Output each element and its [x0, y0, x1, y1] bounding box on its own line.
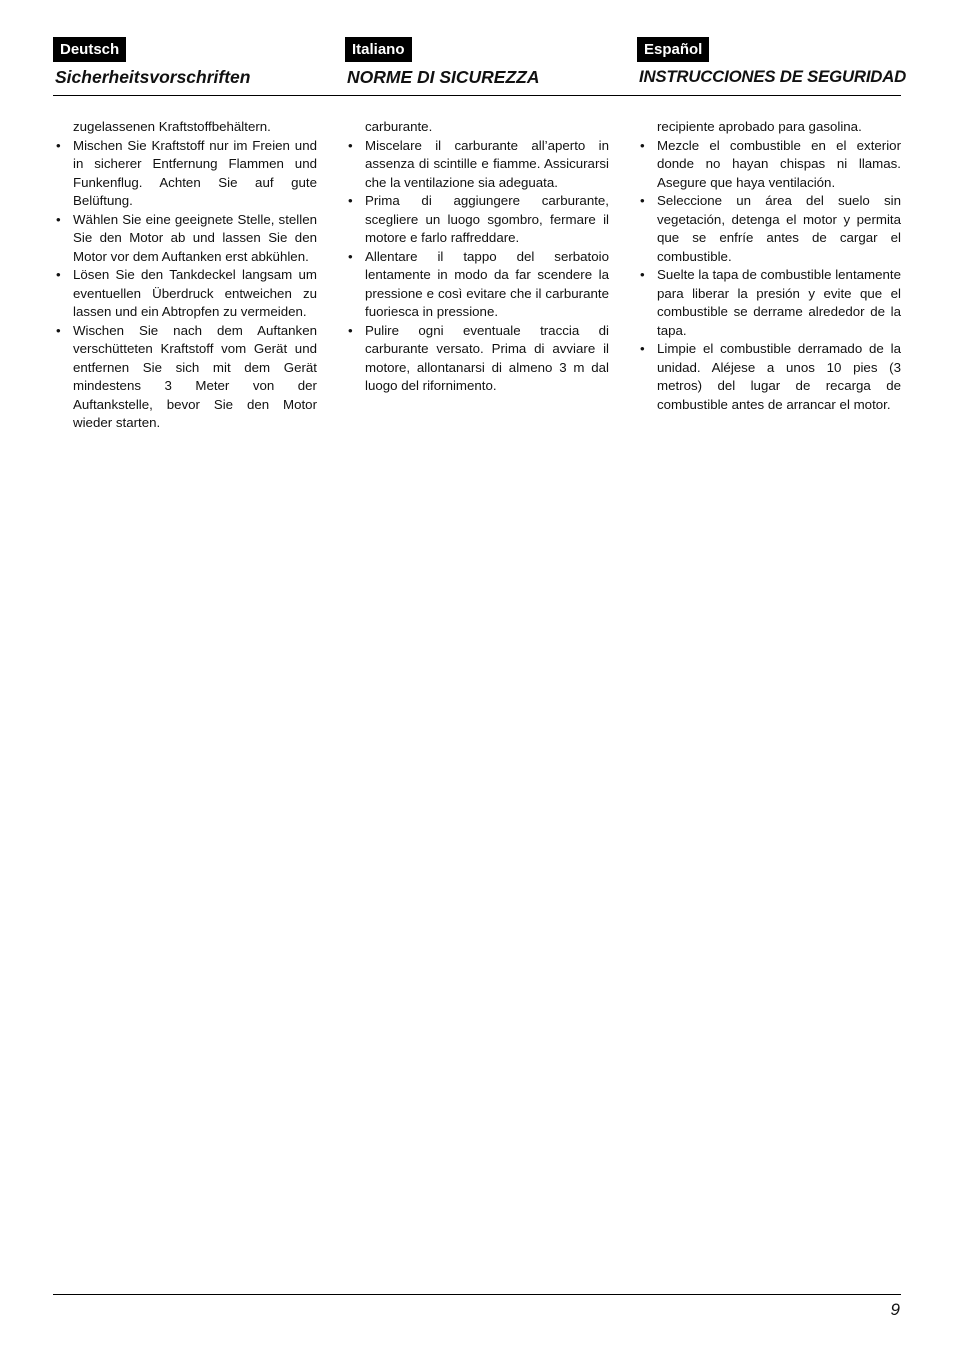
body-text-italiano — [345, 118, 609, 396]
continued-text: recipiente aprobado para gasolina. — [657, 119, 862, 134]
section-title-italiano: NORME DI SICUREZZA — [347, 67, 540, 87]
language-badge-deutsch: Deutsch — [53, 37, 126, 62]
bullet-icon: • — [56, 322, 61, 338]
list-item-text: Allentare il tappo del serbatoio lentamente in modo da far scendere la pressione e così evitare che il carburante fuoriesca in pressione. — [365, 248, 609, 319]
list-item-text: Seleccione un área del suelo sin vegetación, detenga el motor y permita que se enfríe antes de cargar el combustible. — [657, 193, 901, 264]
list-item — [345, 192, 609, 248]
body-text-espanol — [637, 118, 901, 414]
bullet-list — [637, 137, 901, 415]
bullet-icon: • — [348, 193, 353, 208]
list-item-text: Limpie el combustible derramado de la unidad. Aléjese a unos 10 pies (3 metros) del lugar de recarga de combustible antes de arrancar el motor. — [657, 341, 901, 412]
bullet-icon: • — [56, 137, 61, 153]
list-item-text: Prima di aggiungere carburante, scegliere un luogo sgombro, fermare il motore e farlo raffreddare. — [365, 193, 609, 245]
bullet-icon: • — [640, 137, 645, 153]
list-item — [345, 248, 609, 322]
list-item-text: Pulire ogni eventuale traccia di carburante versato. Prima di avviare il motore, allontanarsi di almeno 3 m dal luogo del rifornimento. — [365, 322, 609, 393]
continued-text: carburante. — [365, 119, 433, 134]
list-item — [53, 266, 317, 322]
bullet-icon: • — [348, 322, 353, 338]
continued-text: zugelassenen Kraftstoffbehältern. — [73, 119, 271, 134]
list-item-text: Mischen Sie Kraftstoff nur im Freien und in sicherer Entfernung Flammen und Funkenflug. Achten Sie auf gute Belüftung. — [73, 137, 317, 208]
bullet-icon: • — [56, 211, 61, 227]
bullet-icon: • — [56, 267, 61, 282]
list-item-text: Suelte la tapa de combustible lentamente para liberar la presión y evite que el combustible se derrame alrededor de la tapa. — [657, 267, 901, 338]
section-title-deutsch: Sicherheitsvorschriften — [55, 67, 251, 87]
list-item — [637, 266, 901, 340]
list-item-text: Wischen Sie nach dem Auftanken verschütteten Kraftstoff vom Gerät und entfernen Sie sich mit dem Gerät mindestens 3 Meter von der Auftankstelle, bevor Sie den Motor wieder starten. — [73, 322, 317, 430]
bullet-icon: • — [640, 193, 645, 208]
bullet-icon: • — [348, 248, 353, 264]
bullet-list — [53, 137, 317, 433]
language-badge-italiano: Italiano — [345, 37, 412, 62]
list-item — [345, 137, 609, 193]
list-item-text: Mezcle el combustible en el exterior donde no hayan chispas ni llamas. Asegure que haya ventilación. — [657, 137, 901, 190]
list-item-text: Miscelare il carburante all’aperto in assenza di scintille e fiamme. Assicurarsi che la ventilazione sia adeguata. — [365, 137, 609, 190]
bullet-icon: • — [348, 137, 353, 153]
page-number: 9 — [890, 1300, 900, 1319]
bullet-icon: • — [640, 267, 645, 282]
section-title-espanol: INSTRUCCIONES DE SEGURIDAD — [639, 67, 907, 86]
footer-divider — [53, 1294, 901, 1295]
list-item — [53, 322, 317, 433]
list-item-text: Lösen Sie den Tankdeckel langsam um eventuellen Überdruck entweichen zu lassen und ein Abtropfen zu vermeiden. — [73, 267, 317, 319]
list-item-text: Wählen Sie eine geeignete Stelle, stellen Sie den Motor ab und lassen Sie den Motor vor dem Auftanken erst abkühlen. — [73, 211, 317, 264]
list-item — [53, 211, 317, 267]
bullet-icon: • — [640, 341, 645, 356]
list-item — [637, 137, 901, 193]
list-item — [637, 192, 901, 266]
bullet-list — [345, 137, 609, 396]
language-badge-espanol: Español — [637, 37, 709, 62]
list-item — [53, 137, 317, 211]
body-text-deutsch — [53, 118, 317, 433]
list-item — [637, 340, 901, 414]
list-item — [345, 322, 609, 396]
header-divider — [53, 95, 901, 96]
